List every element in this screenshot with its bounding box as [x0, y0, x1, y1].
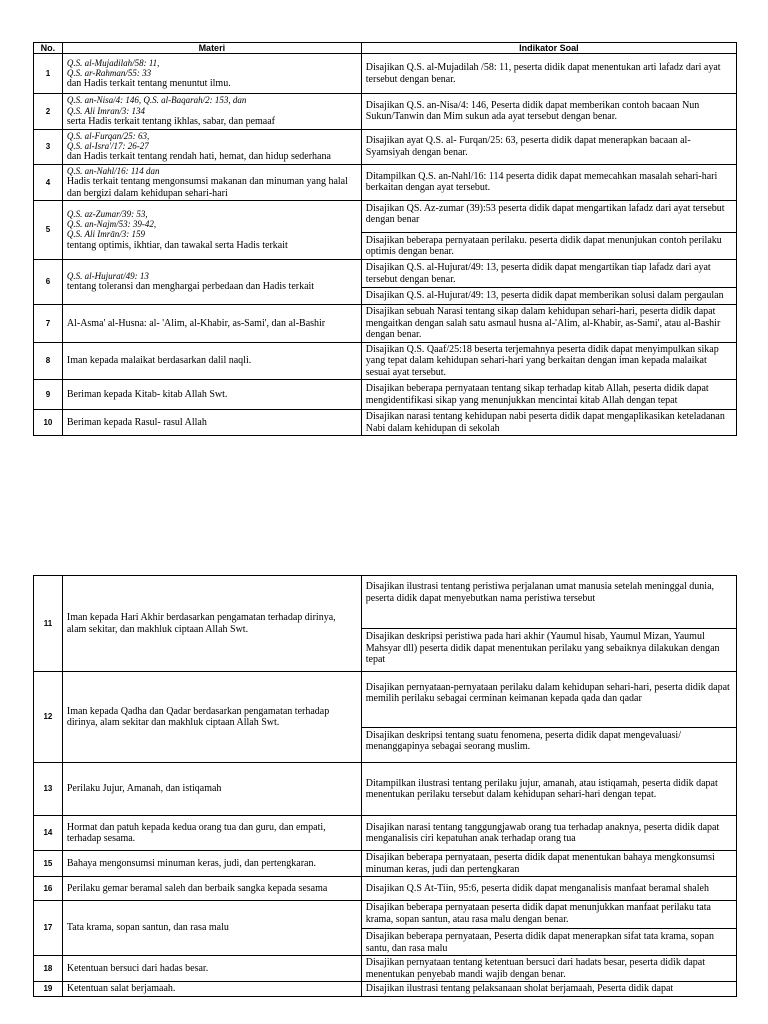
materi-text: Ketentuan bersuci dari hadas besar. [66, 962, 209, 974]
table-row [34, 54, 737, 94]
materi-cell [62, 201, 361, 260]
materi-text: tentang optimis, ikhtiar, dan tawakal serta Hadis terkait [66, 239, 288, 251]
indikator-cell [361, 763, 736, 816]
row-number: 15 [34, 851, 63, 877]
indikator-text: Disajikan beberapa pernyataan perilaku. peserta didik dapat menunjukan contoh perilaku optimis dengan benar. [362, 232, 736, 258]
materi-reference: Q.S. al-Hujurat/49: 13 [66, 271, 149, 282]
materi-cell [62, 54, 361, 94]
row-number: 11 [34, 576, 63, 672]
table-row [34, 342, 737, 380]
materi-cell [62, 260, 361, 305]
indikator-text: Disajikan deskripsi tentang suatu fenomena, peserta didik dapat mengevaluasi/ menanggapinya sebagai seorang muslim. [362, 727, 736, 753]
materi-reference: Q.S. an-Nisa/4: 146, Q.S. al-Baqarah/2: 153, dan [66, 95, 247, 106]
indikator-cell [361, 410, 736, 436]
indikator-cell [361, 877, 736, 901]
materi-text: Bahaya mengonsumsi minuman keras, judi, dan pertengkaran. [66, 857, 316, 869]
indikator-text: Disajikan beberapa pernyataan, Peserta didik dapat menerapkan sifat tata krama, sopan santu, dan rasa malu [362, 928, 736, 954]
indikator-text: Disajikan Q.S. al-Hujurat/49: 13, peserta didik dapat mengartikan tiap lafadz dari ayat tersebut dengan benar. [365, 262, 711, 285]
indikator-cell [361, 851, 736, 877]
row-number: 19 [34, 982, 63, 997]
materi-text: tentang toleransi dan menghargai perbedaan dan Hadis terkait [66, 281, 315, 293]
materi-reference: Q.S. Ali Imrān/3: 159 [66, 229, 145, 240]
materi-text: Hormat dan patuh kepada kedua orang tua dan guru, dan empati, terhadap sesama. [66, 821, 326, 844]
materi-text: Tata krama, sopan santun, dan rasa malu [66, 922, 229, 934]
materi-text: Iman kepada Hari Akhir berdasarkan pengamatan terhadap dirinya, alam sekitar, dan makhluk ciptaan Allah Swt. [66, 612, 336, 635]
materi-text: dan Hadis terkait tentang rendah hati, hemat, dan hidup sederhana [66, 151, 331, 163]
row-number: 13 [34, 763, 63, 816]
indikator-cell [361, 164, 736, 200]
kisi-kisi-table-2 [33, 575, 737, 997]
row-number: 8 [34, 342, 63, 380]
indikator-text: Disajikan Q.S. Qaaf/25:18 beserta terjemahnya peserta didik dapat menyimpulkan sikap yang tepat dalam kehidupan sehari-hari yang berkaitan dengan iman kepada malaikat sesuai ayat tersebut. [365, 343, 719, 378]
materi-cell [62, 305, 361, 343]
table-row [34, 305, 737, 343]
indikator-text: Ditampilkan ilustrasi tentang perilaku jujur, amanah, atau istiqamah, peserta didik dapat menentukan perilaku tersebut dalam kehidupan sehari-hari dengan tepat. [365, 777, 718, 800]
indikator-text: Disajikan beberapa pernyataan peserta didik dapat menunjukkan manfaat perilaku tata krama, sopan santun, atau rasa malu dengan benar. [365, 902, 711, 925]
materi-text: Perilaku gemar beramal saleh dan berbaik sangka kepada sesama [66, 882, 328, 894]
indikator-text: Disajikan pernyataan-pernyataan perilaku dalam kehidupan sehari-hari, peserta didik dapat memilih perilaku sebagai cerminan keimanan kepada qada dan qadar [365, 681, 730, 704]
row-number: 3 [34, 129, 63, 164]
indikator-text: Disajikan narasi tentang tanggungjawab orang tua terhadap anaknya, peserta didik dapat menganalisis ciri kepatuhan anak terhadap orang tua [365, 821, 720, 844]
row-number: 5 [34, 201, 63, 260]
materi-reference: Q.S. al-Isra'/17: 26-27 [66, 140, 149, 151]
indikator-text: Disajikan beberapa pernyataan, peserta didik dapat menentukan bahaya mengkonsumsi minuman keras, judi dan pertengkaran [365, 852, 715, 875]
materi-cell [62, 94, 361, 129]
indikator-text: Disajikan Q.S At-Tiin, 95:6, peserta didik dapat menganalisis manfaat beramal shaleh [365, 882, 709, 894]
materi-reference: Q.S. az-Zumar/39: 53, [66, 208, 148, 219]
materi-cell [62, 851, 361, 877]
indikator-text: Disajikan pernyataan tentang ketentuan bersuci dari hadats besar, peserta didik dapat menentukan penyebab mandi wajib dengan benar. [365, 957, 705, 980]
table-row [34, 982, 737, 997]
materi-cell [62, 576, 361, 672]
indikator-text: Ditampilkan Q.S. an-Nahl/16: 114 peserta didik dapat memecahkan masalah sehari-hari berkaitan dengan ayat tersebut. [365, 170, 718, 194]
materi-text: Hadis terkait tentang mengonsumsi makanan dan minuman yang halal dan bergizi dalam kehidupan sehari-hari [66, 176, 348, 199]
indikator-text: Disajikan narasi tentang kehidupan nabi peserta didik dapat mengaplikasikan keteladanan Nabi dalam kehidupan di sekolah [365, 411, 725, 434]
materi-text: Iman kepada Qadha dan Qadar berdasarkan pengamatan terhadap dirinya, alam sekitar dan makhluk ciptaan Allah Swt. [66, 705, 330, 728]
row-number: 14 [34, 816, 63, 851]
indikator-cell [361, 201, 736, 260]
row-number: 1 [34, 54, 63, 94]
indikator-text: Disajikan sebuah Narasi tentang sikap dalam kehidupan sehari-hari, peserta didik dapat mengaitkan dengan salah satu asmaul husna al-'Alim, al-Khabir, as-Sami', atau al-Bashir dengan benar. [365, 306, 721, 341]
materi-cell [62, 410, 361, 436]
materi-text: Iman kepada malaikat berdasarkan dalil naqli. [66, 355, 252, 367]
row-number: 18 [34, 956, 63, 982]
row-number: 9 [34, 380, 63, 410]
table-row [34, 763, 737, 816]
indikator-cell [361, 94, 736, 129]
table-row [34, 260, 737, 305]
table-row [34, 956, 737, 982]
indikator-cell [361, 380, 736, 410]
indikator-cell [361, 129, 736, 164]
materi-cell [62, 342, 361, 380]
row-number: 7 [34, 305, 63, 343]
table-row [34, 380, 737, 410]
materi-reference: Q.S. an-Najm/53: 39-42, [66, 219, 157, 230]
materi-cell [62, 129, 361, 164]
row-number: 17 [34, 901, 63, 956]
table-row [34, 816, 737, 851]
indikator-text: Disajikan ilustrasi tentang pelaksanaan sholat berjamaah, Peserta didik dapat [365, 983, 674, 994]
kisi-kisi-table-1 [33, 42, 737, 436]
indikator-cell [361, 901, 736, 956]
indikator-text: Disajikan ilustrasi tentang peristiwa perjalanan umat manusia setelah meninggal dunia, peserta didik dapat menyebutkan nama peristiwa tersebut [365, 581, 715, 604]
materi-reference: Q.S. an-Nahl/16: 114 dan [66, 165, 160, 176]
materi-text: Beriman kepada Rasul- rasul Allah [66, 416, 207, 428]
header-indikator: Indikator Soal [361, 43, 736, 54]
table-header-row [34, 43, 737, 54]
materi-cell [62, 816, 361, 851]
table-row [34, 410, 737, 436]
materi-cell [62, 901, 361, 956]
row-number: 6 [34, 260, 63, 305]
row-number: 10 [34, 410, 63, 436]
materi-reference: Q.S. al-Mujadilah/58: 11, [66, 57, 160, 68]
row-number: 4 [34, 164, 63, 200]
header-no: No. [34, 43, 63, 54]
indikator-text: Disajikan Q.S. al-Hujurat/49: 13, peserta didik dapat memberikan solusi dalam pergaulan [362, 287, 736, 302]
materi-text: Ketentuan salat berjamaah. [66, 983, 176, 994]
indikator-text: Disajikan deskripsi peristiwa pada hari akhir (Yaumul hisab, Yaumul Mizan, Yaumul Mahsyar dll) peserta didik dapat menentukan perilaku yang sebaiknya dilakukan dengan tepat [362, 628, 736, 666]
indikator-cell [361, 342, 736, 380]
indikator-text: Disajikan QS. Az-zumar (39):53 peserta didik dapat mengartikan lafadz dari ayat tersebut dengan benar [365, 202, 725, 226]
indikator-cell [361, 54, 736, 94]
indikator-cell [361, 260, 736, 305]
materi-text: Beriman kepada Kitab- kitab Allah Swt. [66, 388, 228, 400]
materi-cell [62, 672, 361, 763]
indikator-cell [361, 816, 736, 851]
table-row [34, 901, 737, 956]
indikator-cell [361, 672, 736, 763]
indikator-cell [361, 305, 736, 343]
table-row [34, 201, 737, 260]
indikator-text: Disajikan beberapa pernyataan tentang sikap terhadap kitab Allah, peserta didik dapat mengidentifikasi sikap yang menunjukkan mencintai kitab Allah dengan tepat [365, 383, 709, 406]
materi-text: serta Hadis terkait tentang ikhlas, sabar, dan pemaaf [66, 116, 275, 128]
materi-text: Perilaku Jujur, Amanah, dan istiqamah [66, 783, 222, 795]
materi-reference: Q.S. Ali Imran/3: 134 [66, 105, 145, 116]
row-number: 16 [34, 877, 63, 901]
materi-cell [62, 380, 361, 410]
table-row [34, 877, 737, 901]
table-row [34, 94, 737, 129]
table-row [34, 576, 737, 672]
table-row [34, 129, 737, 164]
indikator-text: Disajikan Q.S. al-Mujadilah /58: 11, peserta didik dapat menentukan arti lafadz dari ayat tersebut dengan benar. [365, 62, 721, 85]
materi-cell [62, 763, 361, 816]
indikator-cell [361, 956, 736, 982]
materi-cell [62, 164, 361, 200]
table-row [34, 164, 737, 200]
table-row [34, 672, 737, 763]
table-row [34, 851, 737, 877]
materi-text: Al-Asma' al-Husna: al- 'Alim, al-Khabir, as-Sami', dan al-Bashir [66, 317, 326, 329]
materi-reference: Q.S. ar-Rahman/55: 33 [66, 68, 152, 79]
indikator-cell [361, 576, 736, 672]
materi-cell [62, 877, 361, 901]
indikator-text: Disajikan Q.S. an-Nisa/4: 146, Peserta didik dapat memberikan contoh bacaan Nun Sukun/Tanwin dan Mim sukun ada ayat tersebut dengan benar. [365, 99, 700, 123]
row-number: 12 [34, 672, 63, 763]
materi-reference: Q.S. al-Furqan/25: 63, [66, 130, 150, 141]
row-number: 2 [34, 94, 63, 129]
header-materi: Materi [62, 43, 361, 54]
materi-cell [62, 982, 361, 997]
indikator-text: Disajikan ayat Q.S. al- Furqan/25: 63, peserta didik dapat menerapkan bacaan al- Syamsiyah dengan benar. [365, 135, 691, 158]
indikator-cell [361, 982, 736, 997]
materi-text: dan Hadis terkait tentang menuntut ilmu. [66, 78, 231, 90]
materi-cell [62, 956, 361, 982]
